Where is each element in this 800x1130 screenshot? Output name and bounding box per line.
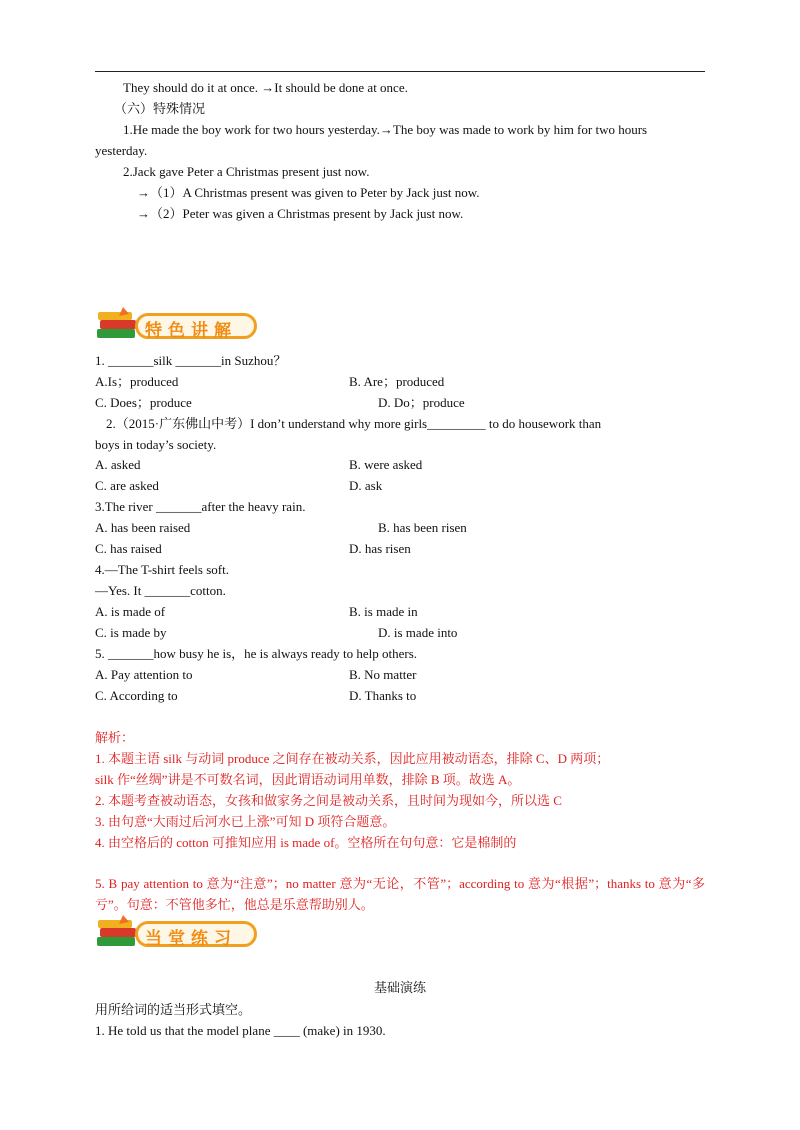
option: A. Pay attention to [95,667,193,682]
question-2-stem: 2.（2015·广东佛山中考）I don’t understand why more girls_________ to do housework than [106,416,602,431]
option: B. Are；produced [349,374,445,389]
option: A. has been raised [95,520,191,535]
example-line: They should do it at once. →It should be done at once. [123,80,408,95]
section-heading-special: （六）特殊情况 [114,101,206,116]
practice-subtitle: 基础演练 [373,980,426,995]
example-line: 2.Jack gave Peter a Christmas present just now. [123,164,370,179]
option: B. were asked [349,457,423,472]
option: C. is made by [95,625,167,640]
section-badge-practice [93,915,261,953]
option: C. are asked [95,478,159,493]
analysis-item: 1. 本题主语 silk 与动词 produce 之间存在被动关系，因此应用被动语态，排除 C、D 两项； [95,751,610,766]
option: D. Thanks to [349,688,417,703]
option: D. ask [349,478,383,493]
analysis-item: 5. B pay attention to 意为“注意”；no matter 意为“无论，不管”；according to 意为“根据”；thanks to 意为“多亏”。句意：不管他多忙，他总是乐意帮助别人。 [95,876,705,912]
analysis-item: 3. 由句意“大雨过后河水已上涨”可知 D 项符合题意。 [95,814,396,829]
analysis-item: 2. 本题考查被动语态，女孩和做家务之间是被动关系，且时间为现如今，所以选 C [95,793,562,808]
question-1-stem: 1. _______silk _______in Suzhou？ [95,353,287,368]
analysis-heading: 解析： [95,730,135,745]
question-4-stem: 4.—The T-shirt feels soft. [95,562,229,577]
section-badge-features [93,307,261,345]
option: C. Does；produce [95,395,192,410]
question-5-stem: 5. _______how busy he is，he is always ready to help others. [95,646,418,661]
example-line: →（2）Peter was given a Christmas present by Jack just now. [137,206,464,221]
example-line: yesterday. [95,143,148,158]
example-line: →（1）A Christmas present was given to Peter by Jack just now. [137,185,480,200]
practice-question-1: 1. He told us that the model plane ____ (make) in 1930. [95,1023,386,1038]
option: B. No matter [349,667,417,682]
question-2-stem: boys in today’s society. [95,437,217,452]
section-title: 特色讲解 [145,321,237,341]
example-line: 1.He made the boy work for two hours yesterday.→The boy was made to work by him for two hours [123,122,648,137]
question-3-stem: 3.The river _______after the heavy rain. [95,499,306,514]
section-title: 当堂练习 [145,929,237,949]
option: B. has been risen [378,520,467,535]
option: D. is made into [378,625,458,640]
option: C. has raised [95,541,162,556]
option: A. is made of [95,604,166,619]
header-rule [95,71,705,72]
analysis-item: 4. 由空格后的 cotton 可推知应用 is made of。空格所在句句意：它是棉制的 [95,835,517,850]
option: D. has risen [349,541,411,556]
option: A. asked [95,457,141,472]
option: C. According to [95,688,178,703]
option: A.Is；produced [95,374,179,389]
practice-instruction: 用所给词的适当形式填空。 [95,1002,252,1017]
option: B. is made in [349,604,418,619]
option: D. Do；produce [378,395,465,410]
analysis-item: silk 作“丝绸”讲是不可数名词，因此谓语动词用单数，排除 B 项。故选 A。 [95,772,521,787]
question-4-stem: —Yes. It _______cotton. [95,583,226,598]
